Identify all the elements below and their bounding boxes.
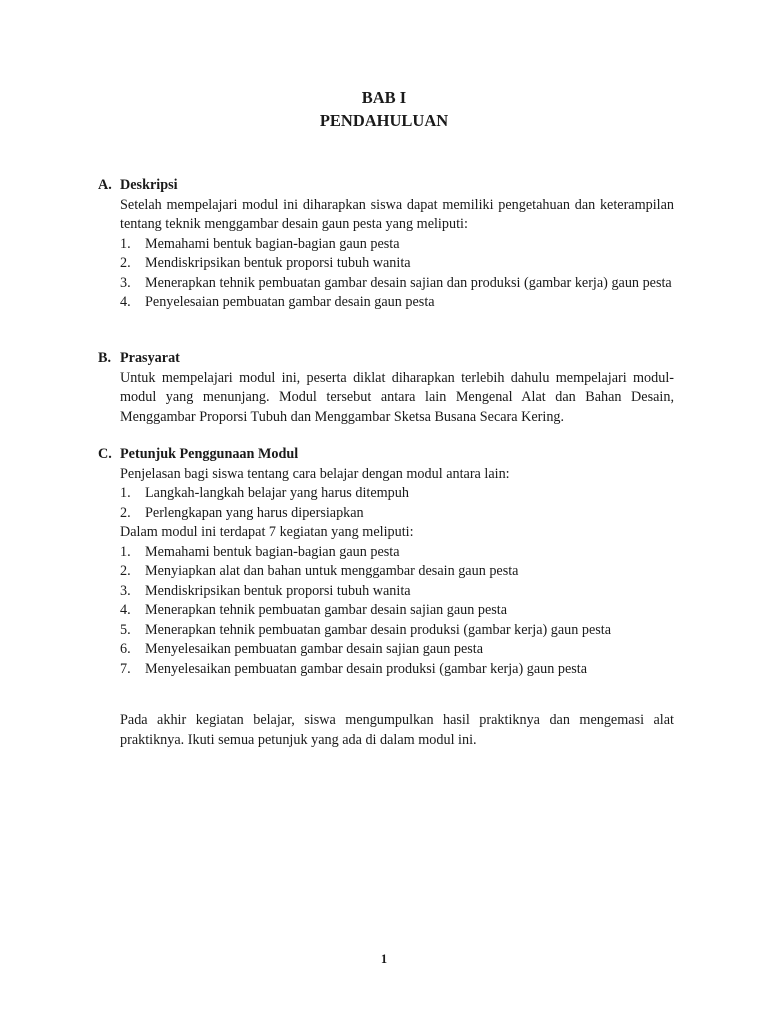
section-petunjuk [98,445,674,679]
list-item [120,293,674,313]
section-body [98,196,674,313]
list-number: 1. [120,543,131,560]
list-text: Menerapkan tehnik pembuatan gambar desain sajian gaun pesta [145,602,508,618]
list-number: 2. [120,563,131,579]
section-deskripsi [98,176,674,313]
list-text: Penyelesaian pembuatan gambar desain gaun pesta [145,294,435,310]
list-item [120,660,674,680]
list-item [120,621,674,641]
list-item [120,582,674,602]
list-text: Memahami bentuk bagian-bagian gaun pesta [145,235,400,252]
list-number: 3. [120,274,131,291]
list-item [120,254,674,274]
page-number: 1 [380,952,388,966]
list-number: 5. [120,621,131,638]
section-body [98,369,674,428]
section-title: Prasyarat [120,350,180,366]
list-text: Menyelesaikan pembuatan gambar desain produksi (gambar kerja) gaun pesta [145,660,588,677]
list-number: 4. [120,294,131,310]
list-number: 7. [120,660,131,677]
list-number: 2. [120,504,131,521]
list-item [120,640,674,660]
section-letter: C. [98,446,112,462]
section-intro: Setelah mempelajari modul ini diharapkan siswa dapat memiliki pengetahuan dan keterampilan tentang teknik menggambar desain gaun pesta yang meliputi: [120,196,674,232]
list-item [120,601,674,621]
list-item [120,562,674,582]
section-letter: A. [98,177,112,193]
list-number: 3. [120,582,131,599]
numbered-list [120,543,674,680]
section-title: Deskripsi [120,177,178,193]
section-heading [98,349,674,369]
section-intro: Untuk mempelajari modul ini, peserta diklat diharapkan terlebih dahulu mempelajari modul-modul yang menunjang. Modul tersebut antara lain Mengenal Alat dan Bahan Desain, Menggambar Proporsi Tubuh dan Menggambar Sketsa Busana Secara Kering. [120,369,674,425]
list-number: 6. [120,641,131,657]
chapter-number: BAB I [361,88,407,107]
list-text: Menyiapkan alat dan bahan untuk menggambar desain gaun pesta [145,563,519,579]
list-item [120,274,674,294]
list-number: 2. [120,255,131,271]
list-text: Perlengkapan yang harus dipersiapkan [145,504,364,521]
section-letter: B. [98,350,112,366]
list-text: Menerapkan tehnik pembuatan gambar desain produksi (gambar kerja) gaun pesta [145,621,612,638]
list-number: 1. [120,485,131,501]
list-text: Mendiskripsikan bentuk proporsi tubuh wanita [145,255,411,271]
section-heading [98,176,674,196]
list-text: Mendiskripsikan bentuk proporsi tubuh wanita [145,582,411,599]
list-text: Memahami bentuk bagian-bagian gaun pesta [145,543,400,560]
section-prasyarat [98,349,674,427]
list-item [120,543,674,563]
list-number: 1. [120,235,131,252]
section-intro-secondary: Dalam modul ini terdapat 7 kegiatan yang meliputi: [120,524,414,540]
list-number: 4. [120,602,131,618]
list-text: Menyelesaikan pembuatan gambar desain sajian gaun pesta [145,641,484,657]
section-body [98,465,674,680]
list-item [120,504,674,524]
list-item [120,484,674,504]
section-title: Petunjuk Penggunaan Modul [120,446,299,462]
section-intro: Penjelasan bagi siswa tentang cara belajar dengan modul antara lain: [120,465,510,482]
list-item [120,235,674,255]
list-text: Langkah-langkah belajar yang harus ditempuh [145,485,409,501]
numbered-list [120,484,674,523]
closing-paragraph: Pada akhir kegiatan belajar, siswa mengumpulkan hasil praktiknya dan mengemasi alat praktiknya. Ikuti semua petunjuk yang ada di dalam modul ini. [120,712,674,748]
numbered-list [120,235,674,313]
list-text: Menerapkan tehnik pembuatan gambar desain sajian dan produksi (gambar kerja) gaun pesta [145,274,672,291]
chapter-title: PENDAHULUAN [319,111,449,130]
section-heading [98,445,674,465]
